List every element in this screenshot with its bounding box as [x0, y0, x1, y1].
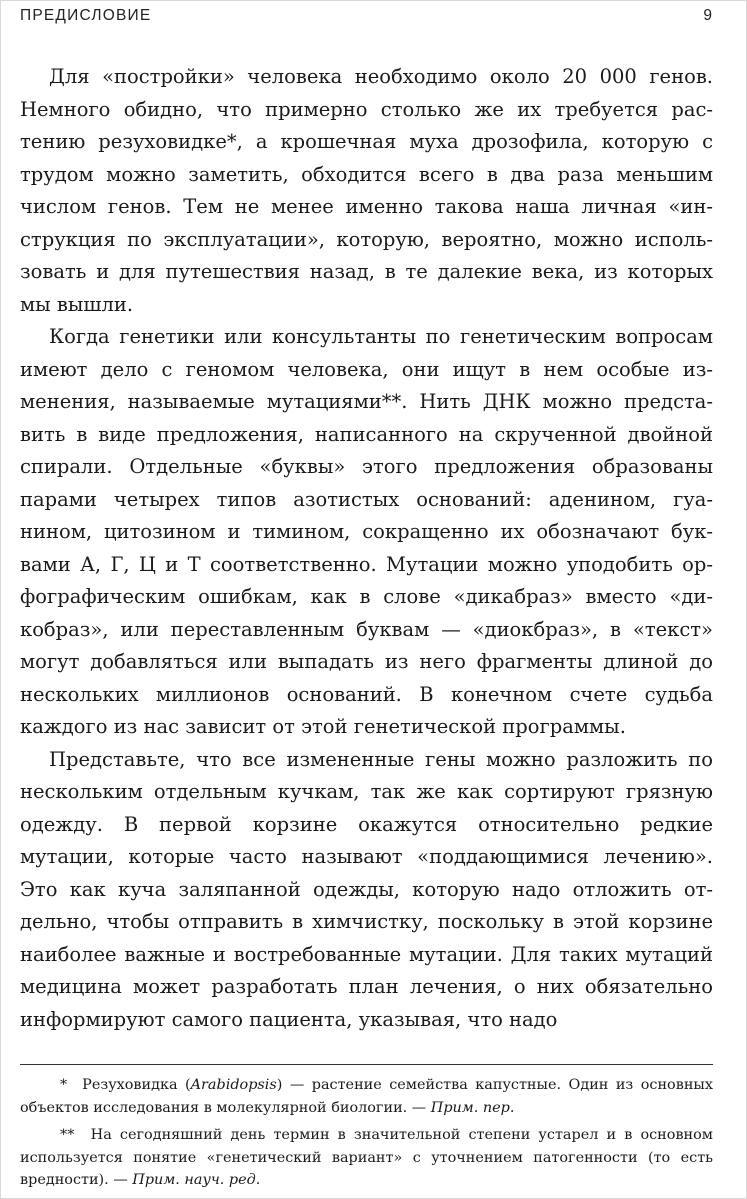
footnotes	[20, 1074, 713, 1197]
footnote-text: Резуховидка (	[82, 1077, 191, 1093]
footnote-divider	[20, 1064, 713, 1065]
footnote-marker: **	[60, 1127, 75, 1144]
section-title: ПРЕДИСЛОВИЕ	[20, 7, 152, 24]
footnote-marker: *	[60, 1077, 68, 1093]
paragraph: Для «постройки» человека необходимо около 20 000 генов. Немного обидно, что примерно столько же их требуется растению резуховидке*, а крошечная муха дрозофила, которую с трудом можно заметить, обходится всего в два раза меньшим числом генов. Тем не менее именно такова наша личная «инструкция по эксплуатации», которую, вероятно, можно использовать и для путешествия назад, в те далекие века, из которых мы вышли.	[20, 65, 713, 316]
main-text	[20, 61, 713, 1036]
paragraph: Когда генетики или консультанты по генетическим вопросам имеют дело с геномом человека, они ищут в нем особые изменения, называемые мутациями**. Нить ДНК можно представить в виде предложения, написанного на скрученной двойной спирали. Отдельные «буквы» этого предложения образованы парами четырех типов азотистых оснований: аденином, гуанином, цитозином и тимином, сокращенно их обозначают буквами А, Г, Ц и Т соответственно. Мутации можно уподобить орфографическим ошибкам, как в слове «дикабраз» вместо «дикобраз», или переставленным буквам — «диокбраз», в «текст» могут добавляться или выпадать из него фрагменты длиной до нескольких миллионов оснований. В конечном счете судьба каждого из нас зависит от этой генетической программы.	[20, 325, 713, 738]
running-header	[20, 7, 712, 27]
footnote-source-label: Прим. науч. ред.	[132, 1172, 261, 1189]
paragraph: Представьте, что все измененные гены можно разложить по нескольким отдельным кучкам, так же как сортируют грязную одежду. В первой корзине окажутся относительно редкие мутации, которые часто называют «поддающимися лечению». Это как куча заляпанной одежды, которую надо отложить отдельно, чтобы отправить в химчистку, поскольку в этой корзине наиболее важные и востребованные мутации. Для таких мутаций медицина может разработать план лечения, о них обязательно информируют самого пациента, указывая, что надо	[20, 747, 713, 1031]
footnote-term: Arabidopsis	[190, 1077, 277, 1093]
footnote	[20, 1074, 713, 1119]
footnote-source-label: Прим. пер.	[430, 1099, 515, 1116]
footnote-text: На сегодняшний день термин в значительной степени устарел и в основном используется понятие «генетический вариант» с уточнением патогенности (то есть вредности). —	[20, 1127, 713, 1189]
footnote-text: ) — растение семейства капустные. Один из основных объектов исследования в молекулярной биологии. —	[20, 1077, 713, 1116]
footnote	[20, 1124, 713, 1192]
page-number: 9	[703, 7, 712, 24]
